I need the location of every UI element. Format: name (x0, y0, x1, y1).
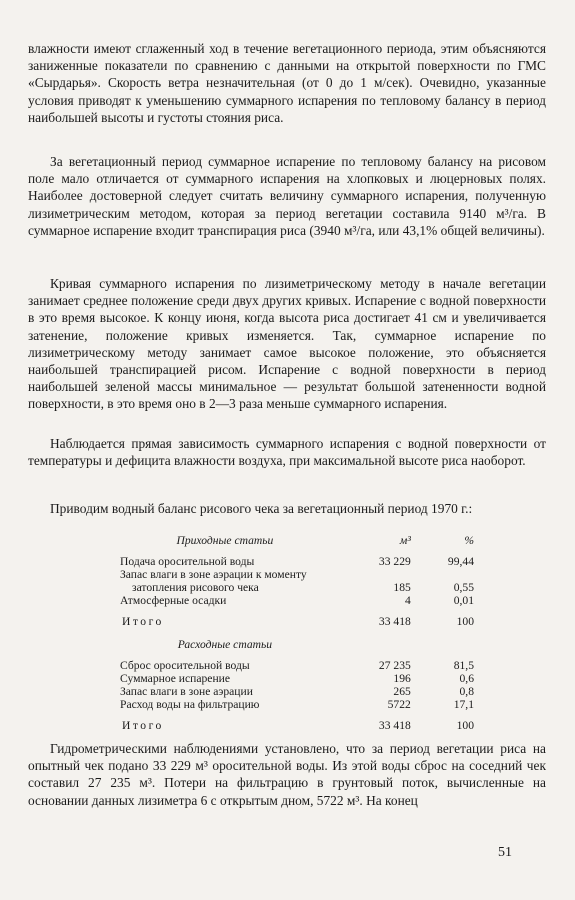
table-row (102, 568, 482, 594)
table-row (102, 685, 482, 698)
row-percent: 81,5 (453, 659, 474, 672)
paragraph-5 (28, 500, 546, 517)
paragraph-6 (28, 740, 546, 809)
table-row (102, 672, 482, 685)
paragraph-2-text: За вегетационный период суммарное испарение по тепловому балансу на рисовом поле мало отличается от суммарного испарения на хлопковых и люцерновых полях. Наиболее достоверной следует считать величину суммарного испарения, полученную лизиметрическим методом, которая за период вегетации составила 9140 м³/га. В суммарное испарение входит транспирация риса (3940 м³/га, или 43,1% общей величины). (28, 154, 546, 238)
row-percent: 0,01 (453, 594, 474, 607)
table-row (102, 698, 482, 711)
total-label: Итого (122, 615, 164, 628)
row-percent: 17,1 (453, 698, 474, 711)
paragraph-5-text: Приводим водный баланс рисового чека за вегетационный период 1970 г.: (50, 501, 473, 516)
total-percent: 100 (456, 615, 474, 628)
row-name: Сброс оросительной воды (120, 659, 250, 672)
paragraph-3-text: Кривая суммарного испарения по лизиметрическому методу в начале вегетации занимает среднее положение среди двух других кривых. Испарение с водной поверхности в это время высокое. К концу июня, когда высота риса достигает 41 см и увеличивается затенение, положение кривых изменяется. Так, суммарное испарение по лизиметрическому методу занимает самое высокое положение, это объясняется наибольшей транспирацией рисом. Испарение с водной поверхности в период наибольшей зеленой массы минимальное — результат большой затененности водной поверхности, в это время оно в 2—3 раза меньше суммарного испарения. (28, 276, 546, 412)
row-name: Подача оросительной воды (120, 555, 255, 568)
column-m3-header: м³ (399, 534, 411, 547)
expense-total-row (102, 711, 482, 734)
income-header: Приходные статьи (176, 534, 274, 547)
row-name: Запас влаги в зоне аэрации (120, 685, 253, 698)
expense-header-row (102, 630, 482, 659)
water-balance-table (102, 534, 482, 734)
row-percent: 99,44 (447, 555, 474, 568)
table-header-row (102, 534, 482, 555)
total-percent: 100 (456, 719, 474, 732)
row-percent: 0,8 (459, 685, 474, 698)
total-label: Итого (122, 719, 164, 732)
column-percent-header: % (464, 534, 474, 547)
row-m3: 27 235 (378, 659, 411, 672)
table-row (102, 659, 482, 672)
total-m3: 33 418 (378, 719, 411, 732)
paragraph-4 (28, 435, 546, 469)
paragraph-6-text: Гидрометрическими наблюдениями установлено, что за период вегетации риса на опытный чек подано 33 229 м³ оросительной воды. Из этой воды сброс на соседний чек составил 27 235 м³. Потери на фильтрацию в грунтовый поток, вычисленные на основании данных лизиметра 6 с открытым дном, 5722 м³. На конец (28, 741, 546, 808)
row-name: Запас влаги в зоне аэрации к моменту затопления рисового чека (120, 568, 307, 594)
row-percent: 0,6 (459, 672, 474, 685)
row-m3: 33 229 (378, 555, 411, 568)
row-percent: 0,55 (453, 581, 474, 594)
row-m3: 5722 (387, 698, 411, 711)
table-row (102, 594, 482, 607)
table-row (102, 555, 482, 568)
row-name: Расход воды на фильтрацию (120, 698, 260, 711)
page-number: 51 (498, 845, 512, 860)
paragraph-2 (28, 153, 546, 239)
row-m3: 185 (393, 581, 411, 594)
row-m3: 265 (393, 685, 411, 698)
paragraph-1 (28, 40, 546, 126)
income-total-row (102, 607, 482, 630)
row-m3: 196 (393, 672, 411, 685)
row-name: Атмосферные осадки (120, 594, 227, 607)
expense-header: Расходные статьи (177, 638, 273, 651)
total-m3: 33 418 (378, 615, 411, 628)
paragraph-3 (28, 275, 546, 413)
paragraph-4-text: Наблюдается прямая зависимость суммарного испарения с водной поверхности от температуры и дефицита влажности воздуха, при максимальной высоте риса наоборот. (28, 436, 546, 469)
paragraph-1-text: влажности имеют сглаженный ход в течение вегетационного периода, этим объясняются заниженные показатели по сравнению с данными на открытой поверхности по ГМС «Сырдарья». Скорость ветра незначительная (от 0 до 1 м/сек). Очевидно, указанные условия приводят к уменьшению суммарного испарения по тепловому балансу в период наибольшей высоты и густоты стояния риса. (28, 41, 546, 125)
row-name: Суммарное испарение (120, 672, 231, 685)
row-m3: 4 (405, 594, 411, 607)
